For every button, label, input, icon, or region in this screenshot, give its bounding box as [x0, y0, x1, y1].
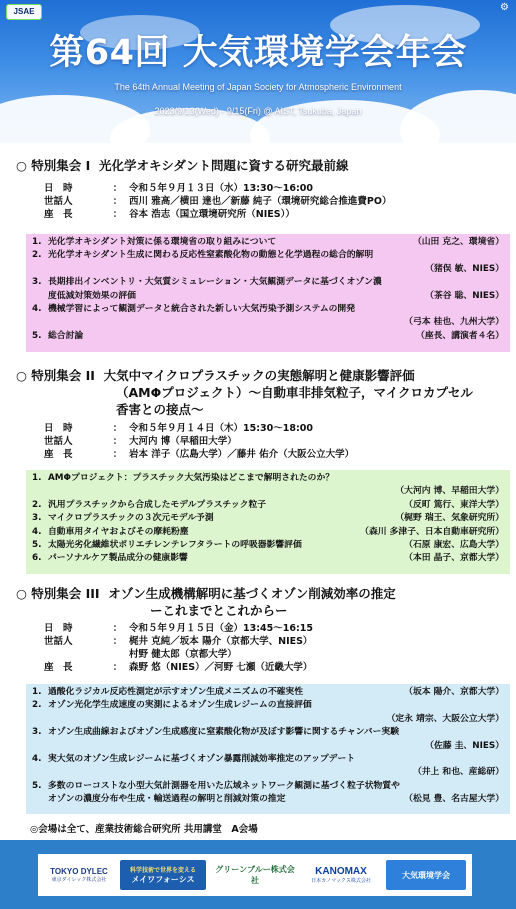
- sponsor-logo-kanomax[interactable]: KANOMAX 日本カノマックス株式会社: [311, 866, 371, 884]
- list-item: （佐藤 圭、NIES）: [425, 740, 504, 751]
- english-subtitle: The 64th Annual Meeting of Japan Society for Atmospheric Environment: [114, 82, 402, 92]
- session-title-line2: ーこれまでとこれからー: [150, 603, 288, 618]
- event-dates: 2023/9/13(Wed) - 9/15(Fri) @ AIST, Tsukuba, Japan: [154, 106, 362, 116]
- sponsor-strip: [38, 854, 472, 896]
- talk-list-1: [26, 234, 510, 352]
- list-item: 5. 太陽光劣化繊維状ポリエチレンテレフタラートの呼吸器影響評価 （石原 康宏、広島大学）: [32, 540, 504, 551]
- organizer: 大河内 博（早稲田大学）: [129, 436, 237, 447]
- sponsor-logo-jsae[interactable]: 大気環境学会: [386, 860, 466, 890]
- organizer-2: 村野 健太郎（京都大学）: [129, 649, 237, 660]
- session-title: ○ 特別集会 II 大気中マイクロプラスチックの実態解明と健康影響評価: [16, 368, 415, 383]
- session-date: 令和５年９月１４日（木）15:30～18:00: [129, 423, 313, 434]
- organizer: 梶井 克純／坂本 陽介（京都大学、NIES）: [129, 636, 313, 647]
- list-item: 度低減対策効果の評価 （茶谷 聡、NIES）: [48, 290, 504, 301]
- session-date: 令和５年９月１５日（金）13:45～16:15: [129, 623, 313, 634]
- session-title: ○ 特別集会 I 光化学オキシダント問題に資する研究最前線: [16, 158, 349, 173]
- chair-label: 座 長: [44, 209, 73, 220]
- list-item: 2. 光化学オキシダント生成に関わる反応性窒素酸化物の動態と化学過程の総合的解明: [32, 250, 374, 261]
- society-logo: JSAE: [6, 4, 42, 20]
- chair-label: 座 長: [44, 662, 73, 673]
- session-title: ○ 特別集会 III オゾン生成機構解明に基づくオゾン削減効率の推定: [16, 586, 396, 601]
- sponsor-logo-meiwafosis[interactable]: 科学技術で世界を変える メイワフォーシス: [120, 860, 206, 890]
- list-item: 6. パーソナルケア製品成分の健康影響 （本田 晶子、京都大学）: [32, 553, 504, 564]
- chair: 谷本 浩志（国立環境研究所（NIES））: [129, 209, 295, 220]
- session-2: [0, 366, 516, 466]
- date-label: 日 時: [44, 623, 73, 634]
- organizer-label: 世話人: [44, 636, 73, 647]
- list-item: 3. マイクロプラスチックの３次元モデル予測 （梶野 瑞王、気象研究所）: [32, 513, 504, 524]
- list-item: 1. AMΦプロジェクト：プラスチック大気汚染はどこまで解明されたのか？: [32, 473, 335, 483]
- list-item: 3. 長期排出インベントリ・大気質シミュレーション・大気観測データに基づくオゾン濃: [32, 277, 382, 288]
- header-banner: [0, 0, 516, 143]
- organizer-label: 世話人: [44, 196, 73, 207]
- sponsor-logo-tokyo-dylec[interactable]: TOKYO DYLEC 東京ダイレック株式会社: [50, 867, 108, 883]
- page-title: 第64回 大気環境学会年会: [49, 33, 467, 73]
- venue-note: ◎会場は全て、産業技術総合研究所 共用講堂 A会場: [30, 824, 258, 835]
- chair-label: 座 長: [44, 449, 73, 460]
- date-label: 日 時: [44, 183, 73, 194]
- list-item: （猪俣 敏、NIES）: [425, 263, 504, 274]
- session-meta: 日 時 ： 令和５年９月１３日（水）13:30～16:00 世話人 ： 西川 雅高／横田 達也／新藤 純子（環境研究総合推進費PO） 座 長 ： 谷本 浩志（国立環境研究所（NIES））: [44, 183, 392, 220]
- list-item: 1. 光化学オキシダント対策に係る環境省の取り組みについて （山田 克之、環境省）: [32, 237, 504, 247]
- session-title-line2: （AMΦプロジェクト）～自動車非排気粒子，マイクロカプセル: [116, 385, 473, 400]
- list-item: 5. 多数のローコストな小型大気計測器を用いた広域ネットワーク観測に基づく粒子状物質や: [32, 780, 400, 791]
- session-3: [0, 584, 516, 684]
- talk-list-2: [26, 470, 510, 574]
- list-item: （大河内 博、早稲田大学）: [395, 486, 504, 497]
- list-item: （定永 靖宗、大阪公立大学）: [386, 713, 504, 724]
- session-date: 令和５年９月１３日（水）13:30～16:00: [129, 183, 313, 194]
- sponsor-logo-greenblue[interactable]: グリーンブルー株式会社: [215, 865, 295, 885]
- chair: 岩本 洋子（広島大学）／藤井 佑介（大阪公立大学）: [129, 449, 355, 460]
- gear-icon[interactable]: ⚙: [500, 2, 509, 13]
- list-item: 4. 自動車用タイヤおよびその摩耗粉塵 （森川 多津子、日本自動車研究所）: [32, 526, 504, 537]
- sponsor-footer: [0, 840, 516, 909]
- organizer-label: 世話人: [44, 436, 73, 447]
- list-item: 2. 汎用プラスチックから合成したモデルプラスチック粒子 （反町 篤行、東洋大学）: [32, 499, 504, 510]
- list-item: オゾンの濃度分布や生成・輸送過程の解明と削減対策の推定 （松見 豊、名古屋大学）: [48, 794, 504, 805]
- list-item: 5. 総合討論 （座長、講演者４名）: [32, 330, 504, 341]
- chair: 森野 悠（NIES）／河野 七瀬（近畿大学）: [129, 662, 313, 673]
- list-item: （弓本 桂也、九州大学）: [404, 317, 504, 328]
- list-item: 4. 機械学習によって観測データと統合された新しい大気汚染予測システムの開発: [32, 304, 356, 315]
- session-title-line3: 香害との接点～: [116, 402, 204, 417]
- session-meta: 日 時 ： 令和５年９月１５日（金）13:45～16:15 世話人 ： 梶井 克純／坂本 陽介（京都大学、NIES） 村野 健太郎（京都大学） 座 長 ： 森野 悠（NIES）／河野 七瀬（近畿大学）: [44, 623, 313, 673]
- organizer: 西川 雅高／横田 達也／新藤 純子（環境研究総合推進費PO）: [129, 196, 392, 207]
- session-meta: 日 時 ： 令和５年９月１４日（木）15:30～18:00 世話人 ： 大河内 博（早稲田大学） 座 長 ： 岩本 洋子（広島大学）／藤井 佑介（大阪公立大学）: [44, 423, 355, 460]
- date-label: 日 時: [44, 423, 73, 434]
- talk-list-3: [26, 684, 510, 814]
- list-item: 4. 実大気のオゾン生成レジームに基づくオゾン暴露削減効率推定のアップデート: [32, 754, 356, 765]
- list-item: 3. オゾン生成曲線およびオゾン生成感度に窒素酸化物が及ぼす影響に関するチャンバー実験: [32, 727, 399, 738]
- list-item: （井上 和也、産総研）: [412, 767, 504, 778]
- list-item: 1. 過酸化ラジカル反応性測定が示すオゾン生成メニズムの不確実性 （坂本 陽介、京都大学）: [32, 687, 504, 697]
- list-item: 2. オゾン光化学生成速度の実測によるオゾン生成レジームの直接評価: [32, 700, 312, 711]
